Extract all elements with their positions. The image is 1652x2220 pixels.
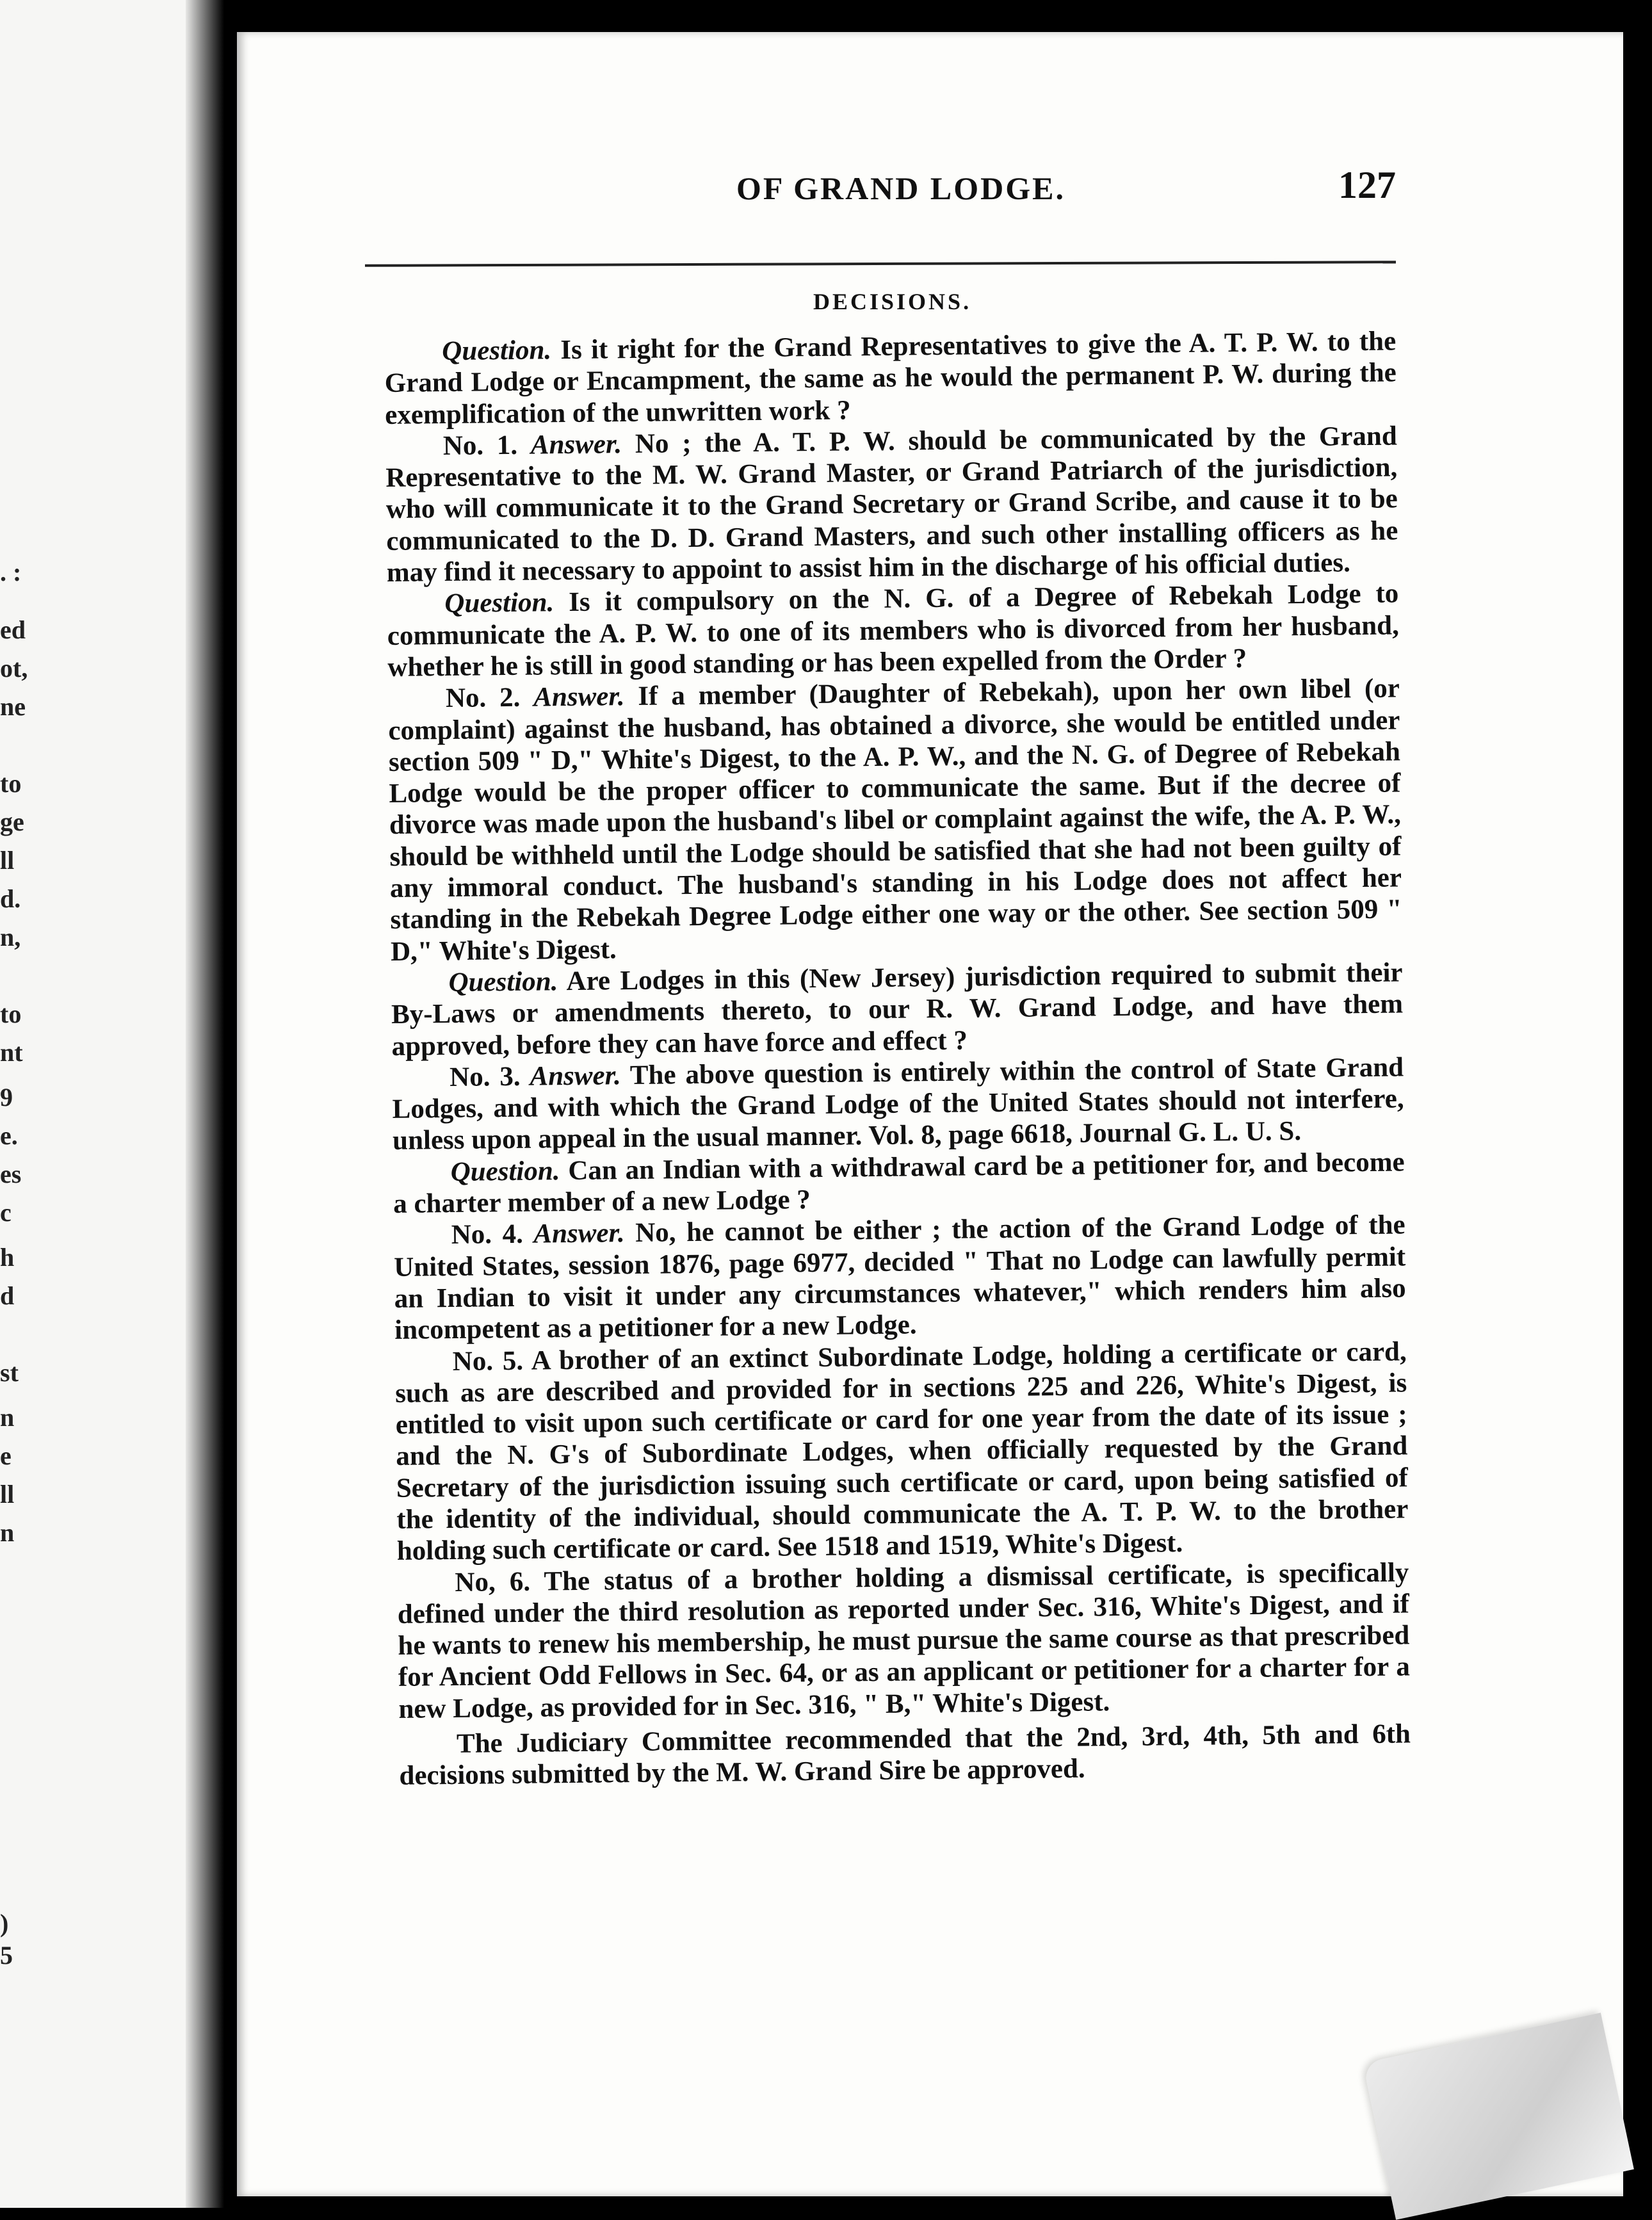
facing-page-fragment: ed <box>0 615 26 644</box>
running-head: OF GRAND LODGE. <box>736 170 1065 206</box>
decision-number: No. 1. <box>442 430 531 461</box>
facing-page-fragment: st <box>0 1358 19 1387</box>
facing-page-fragment: ll <box>0 846 15 875</box>
paragraph-label: Answer. <box>530 1060 621 1092</box>
paragraph-text: Are Lodges in this (New Jersey) jurisdiction required to submit their By-Laws or amendments thereto, to our R. W. Grand Lodge, and have them approved, before they can have force and effect ? <box>391 957 1404 1062</box>
paragraph-text: Is it compulsory on the N. G. of a Degree of Rebekah Lodge to communicate the A. P. W. to one of its members who is divorced from her husband, whether he is still in good standing or has been expelled from the Order ? <box>387 578 1400 683</box>
facing-page-fragment: n <box>0 1518 15 1547</box>
decision-paragraph <box>388 673 1403 968</box>
decision-number: No. 2. <box>445 682 534 714</box>
paragraph-label: Question. <box>448 966 558 998</box>
facing-page-fragment: to <box>0 1000 22 1028</box>
facing-page-fragment: n <box>0 1403 15 1432</box>
decision-paragraph <box>391 957 1403 1062</box>
facing-page-fragment: es <box>0 1160 22 1188</box>
decision-number: No, 6. <box>455 1566 544 1598</box>
paragraph-text: Is it right for the Grand Representatives to give the A. T. P. W. to the Grand Lodge or Encampment, the same as he would the permanent P. W. during the exemplification of the unwritten work ? <box>384 326 1397 430</box>
paragraph-text: A brother of an extinct Subordinate Lodge, holding a certificate or card, such as are described and provided for in sections 225 and 226, White's Digest, is entitled to visit upon such certificate or card for one year from the date of its issue ; and the N. G's of Subordinate Lodges, when officially requested by the Grand Secretary of the jurisdiction issuing such certificate or card, upon being satisfied of the identity of the individual, should communicate the A. T. P. W. to the brother holding such certificate or card. See 1518 and 1519, White's Digest. <box>395 1336 1409 1567</box>
decision-paragraph <box>393 1146 1405 1220</box>
paragraph-text: The status of a brother holding a dismissal certificate, is specifically defined under the third resolution as reported under Sec. 316, White's Digest, and if he wants to renew his membership, he must pursue the same course as that prescribed for Ancient Odd Fellows in Sec. 64, or as an applicant or petitioner for a charter for a new Lodge, as provided for in Sec. 316, " B," White's Digest. <box>397 1557 1411 1724</box>
facing-page-fragment: n, <box>0 923 21 952</box>
facing-page-fragment: ne <box>0 692 26 721</box>
page-header <box>666 163 1396 234</box>
decision-number: No. 3. <box>449 1061 530 1092</box>
facing-page-fragment: e. <box>0 1121 18 1150</box>
decision-paragraph <box>392 1051 1404 1156</box>
facing-page-fragment: 5 <box>0 1941 13 1970</box>
facing-page-fragment: . : <box>0 558 22 587</box>
decision-number: No. 5. <box>452 1345 531 1377</box>
decision-paragraph <box>393 1210 1406 1347</box>
facing-page-fragment: ) <box>0 1909 9 1938</box>
decision-paragraph <box>397 1557 1410 1725</box>
facing-page <box>0 0 211 2208</box>
facing-page-fragment: c <box>0 1198 12 1227</box>
paragraph-label: Question. <box>444 587 555 619</box>
paragraph-label: Question. <box>450 1155 560 1187</box>
paragraph-label: Answer. <box>533 681 625 713</box>
binding-shadow <box>186 0 224 2208</box>
facing-page-fragment: nt <box>0 1038 23 1067</box>
closing-paragraph: The Judiciary Committee recommended that the 2nd, 3rd, 4th, 5th and 6th decisions submitted by the M. W. Grand Sire be approved. <box>399 1719 1411 1792</box>
page-number: 127 <box>1338 164 1396 206</box>
paragraph-label: Answer. <box>530 429 622 460</box>
decision-paragraph <box>384 325 1397 430</box>
decision-paragraph <box>395 1336 1409 1568</box>
facing-page-fragment: ll <box>0 1480 15 1509</box>
scan-border <box>1623 0 1652 2208</box>
facing-page-fragment: e <box>0 1441 12 1470</box>
paragraph-text: Can an Indian with a withdrawal card be a petitioner for, and become a charter member of a new Lodge ? <box>393 1147 1405 1219</box>
section-title: DECISIONS. <box>813 289 972 314</box>
decision-paragraph <box>385 420 1398 588</box>
facing-page-fragment: ot, <box>0 654 28 683</box>
decision-paragraph <box>387 578 1399 683</box>
paragraph-text: The above question is entirely within the control of State Grand Lodges, and with which the Grand Lodge of the United States should not interfere, unless upon appeal in the usual manner. Vol. 8, page 6618, Journal G. L. U. S. <box>392 1052 1404 1156</box>
paragraph-label: Answer. <box>533 1218 625 1249</box>
body-text <box>384 325 1411 1792</box>
facing-page-fragment: d. <box>0 884 21 913</box>
facing-page-fragment: to <box>0 769 22 798</box>
decision-number: No. 4. <box>451 1219 534 1251</box>
facing-page-fragment: h <box>0 1243 15 1272</box>
facing-page-fragment: d <box>0 1281 15 1310</box>
paragraph-text: If a member (Daughter of Rebekah), upon her own libel (or complaint) against the husband, has obtained a divorce, she would be entitled under section 509 " D," White's Digest, to the A. P. W., and the N. G. of Degree of Rebekah Lodge would be the proper officer to communicate the same. But if the decree of divorce was made upon the husband's libel or complaint against the wife, the A. P. W., should be withheld until the Lodge should be satisfied that she had not been guilty of any immoral conduct. The husband's standing in his Lodge does not affect her standing in the Rebekah Degree Lodge either one way or the other. See section 509 " D," White's Digest. <box>388 673 1402 967</box>
paragraph-text: No ; the A. T. P. W. should be communicated by the Grand Representative to the M. W. Grand Master, or Grand Patriarch of the jurisdiction, who will communicate it to the Grand Secretary or Grand Scribe, and cause it to be communicated to the D. D. Grand Masters, and such other installing officers as he may find it necessary to appoint to assist him in the discharge of his official duties. <box>385 421 1398 588</box>
facing-page-fragment: 9 <box>0 1083 13 1112</box>
paragraph-text: No, he cannot be either ; the action of the Grand Lodge of the United States, session 1876, page 6977, decided " That no Lodge can lawfully permit an Indian to visit it under any circumstances whatever," which renders him also incompetent as a petitioner for a new Lodge. <box>393 1210 1406 1346</box>
paragraph-label: Question. <box>442 335 552 367</box>
facing-page-fragment: ge <box>0 807 24 836</box>
